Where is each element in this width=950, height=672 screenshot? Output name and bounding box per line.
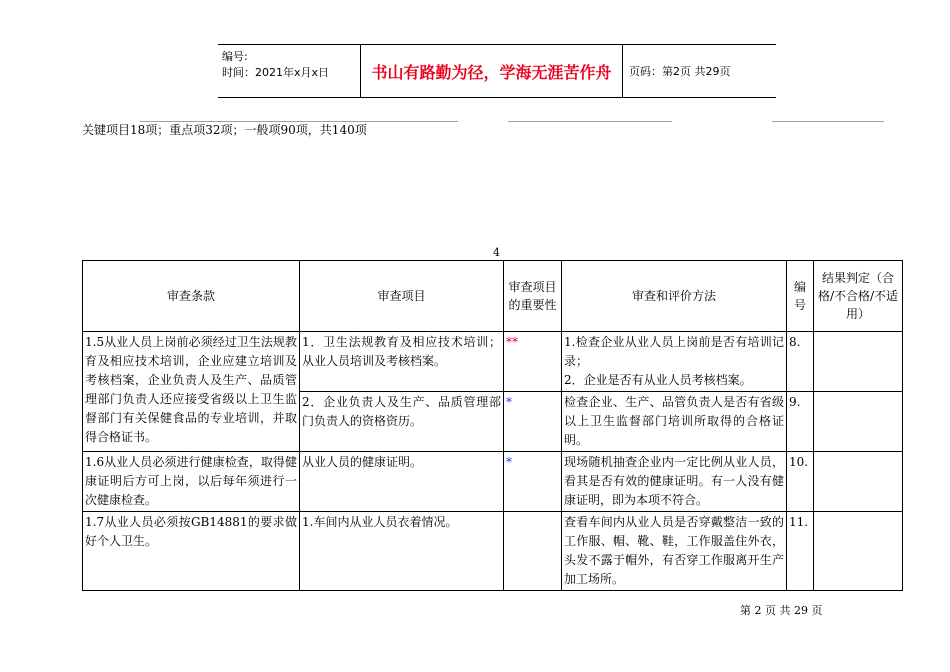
importance-mark: *	[504, 452, 562, 512]
page-footer: 第 2 页 共 29 页	[740, 604, 823, 617]
header-page-info: 页码：第2页 共29页	[629, 65, 731, 78]
review-table	[82, 260, 903, 591]
importance-mark: **	[504, 332, 562, 392]
header-result: 结果判定（合格/不合格/不适用）	[814, 261, 903, 332]
item-cell: 1．卫生法规教育及相应技术培训；从业人员培训及考核档案。	[300, 332, 504, 392]
table-header-row	[83, 261, 903, 332]
number-cell: 11.	[787, 512, 814, 591]
item-cell: 2．企业负责人及生产、品质管理部门负责人的资格资历。	[300, 392, 504, 452]
number-cell: 10.	[787, 452, 814, 512]
table-row	[83, 512, 903, 591]
result-cell[interactable]	[814, 452, 903, 512]
header-number: 编号	[787, 261, 814, 332]
result-cell[interactable]	[814, 332, 903, 392]
method-cell: 现场随机抽查企业内一定比例从业人员，看其是否有效的健康证明。有一人没有健康证明，即为本项不符合。	[562, 452, 787, 512]
method-cell: 检查企业、生产、品管负责人是否有省级以上卫生监督部门培训所取得的合格证明。	[562, 392, 787, 452]
table-row	[83, 332, 903, 392]
summary-text: 关键项目18项；重点项32项；一般项90项，共140项	[82, 123, 367, 137]
number-cell: 8.	[787, 332, 814, 392]
result-cell[interactable]	[814, 512, 903, 591]
item-cell: 1.车间内从业人员衣着情况。	[300, 512, 504, 591]
importance-mark: *	[504, 392, 562, 452]
header-left	[218, 45, 361, 97]
page-number: 4	[493, 246, 500, 259]
time-label: 时间：2021年x月x日	[222, 66, 330, 79]
header-item: 审查项目	[300, 261, 504, 332]
clause-cell: 1.5从业人员上岗前必须经过卫生法规教育及相应技术培训，企业应建立培训及考核档案，企业负责人及生产、品质管理部门负责人还应接受省级以上卫生监督部门有关保健食品的专业培训，并取得合格证书。	[83, 332, 300, 452]
clause-cell: 1.7从业人员必须按GB14881的要求做好个人卫生。	[83, 512, 300, 591]
method-cell: 查看车间内从业人员是否穿戴整洁一致的工作服、帽、靴、鞋，工作服盖住外衣，头发不露于帽外，有否穿工作服离开生产加工场所。	[562, 512, 787, 591]
number-cell: 9.	[787, 392, 814, 452]
method-cell: 1.检查企业从业人员上岗前是否有培训记录； 2．企业是否有从业人员考核档案。	[562, 332, 787, 392]
header-clause: 审查条款	[83, 261, 300, 332]
header-motto: 书山有路勤为径，学海无涯苦作舟	[361, 45, 623, 97]
divider-line	[508, 121, 672, 122]
header-method: 审查和评价方法	[562, 261, 787, 332]
divider-line	[772, 121, 884, 122]
clause-cell: 1.6从业人员必须进行健康检查，取得健康证明后方可上岗，以后每年须进行一次健康检查。	[83, 452, 300, 512]
importance-mark	[504, 512, 562, 591]
result-cell[interactable]	[814, 392, 903, 452]
page-header	[218, 44, 776, 98]
header-importance: 审查项目的重要性	[504, 261, 562, 332]
table-row	[83, 452, 903, 512]
item-cell: 从业人员的健康证明。	[300, 452, 504, 512]
code-label: 编号:	[222, 50, 248, 63]
